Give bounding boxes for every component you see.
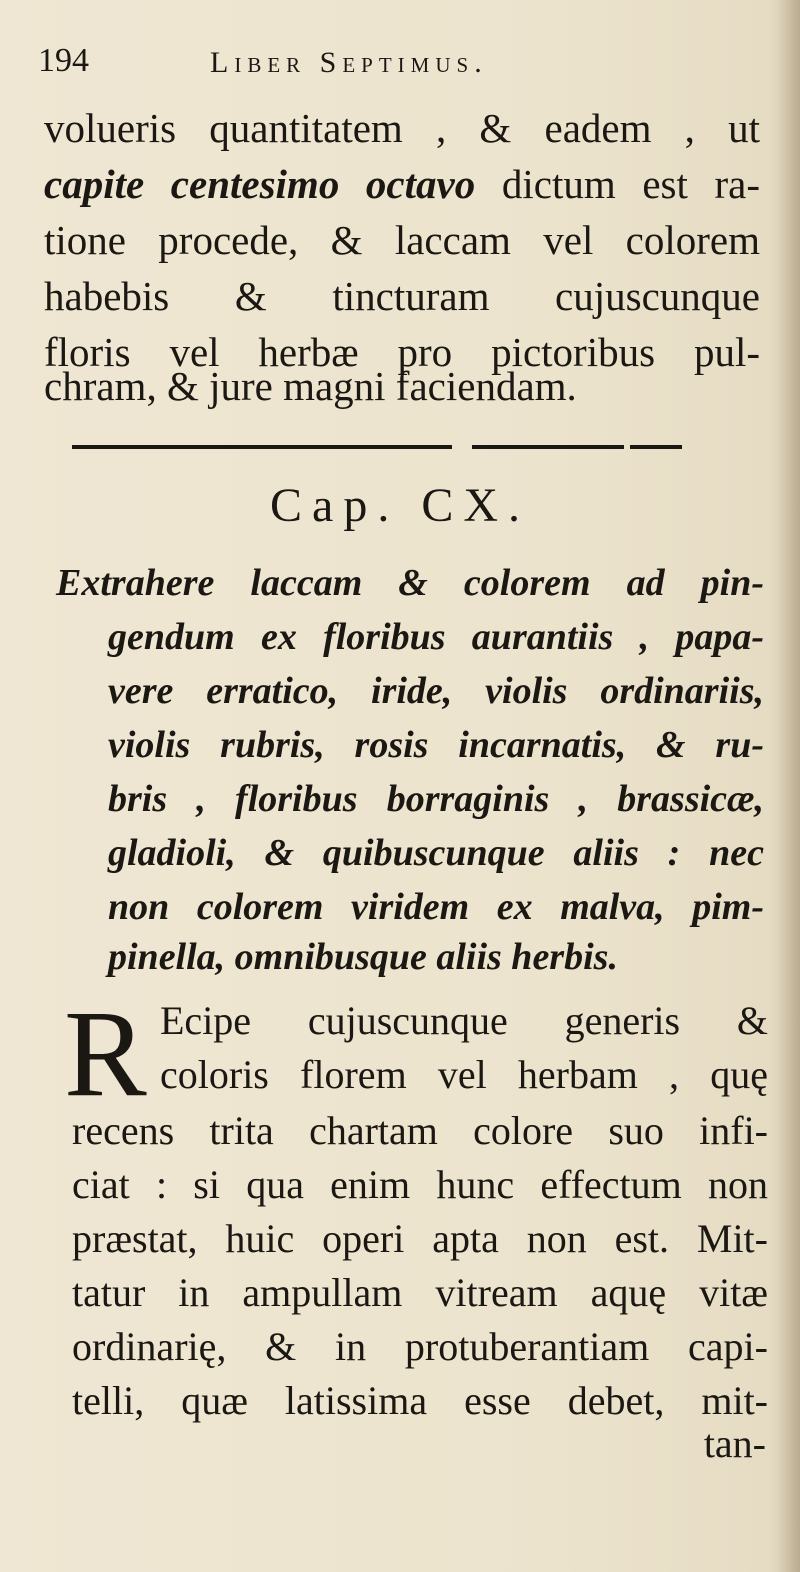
summary-line: bris , floribus borraginis , brassicæ, — [108, 778, 764, 820]
body-line: telli, quæ latissima esse debet, mit- — [72, 1378, 768, 1423]
text-line: chram, & jure magni faciendam. — [44, 363, 577, 409]
running-head: Liber Septimus. — [210, 46, 488, 79]
section-rule — [472, 445, 624, 449]
section-rule — [72, 445, 452, 449]
summary-line: Extrahere laccam & colorem ad pin- — [56, 562, 764, 604]
text-line — [44, 156, 760, 212]
page-number: 194 — [38, 42, 89, 79]
body-line: tatur in ampullam vitream aquę vitæ — [72, 1270, 768, 1315]
summary-line: violis rubris, rosis incarnatis, & ru- — [108, 724, 764, 766]
text-line: volueris quantitatem , & eadem , ut — [44, 105, 760, 151]
body-line: præstat, huic operi apta non est. Mit- — [72, 1216, 768, 1261]
summary-line: gladioli, & quibuscunque aliis : nec — [108, 832, 764, 874]
section-rule — [630, 445, 682, 449]
page-header — [38, 42, 598, 92]
body-line: ciat : si qua enim hunc effectum non — [72, 1162, 768, 1207]
summary-line: vere erratico, iride, violis ordinariis, — [108, 670, 764, 712]
catchword: tan- — [703, 1421, 766, 1466]
summary-line: pinella, omnibusque aliis herbis. — [108, 936, 618, 978]
text-line-rest: dictum est ra- — [475, 161, 761, 207]
body-line: Ecipe cujuscunque generis & — [160, 998, 768, 1043]
text-line: tione procede, & laccam vel colorem — [44, 217, 760, 263]
chapter-heading: Cap. CX. — [270, 479, 530, 532]
body-line: ordinarię, & in protuberantiam capi- — [72, 1324, 768, 1369]
body-line: recens trita chartam colore suo infi- — [72, 1108, 768, 1153]
text-line: floris vel herbæ pro pictoribus pul- — [44, 329, 760, 375]
summary-line: gendum ex floribus aurantiis , papa- — [108, 616, 764, 658]
italic-reference: capite centesimo octavo — [44, 161, 476, 207]
summary-line: non colorem viridem ex malva, pim- — [108, 886, 764, 928]
page-gutter-shadow — [778, 0, 800, 1572]
text-line: habebis & tincturam cujuscunque — [44, 273, 760, 319]
body-line: coloris florem vel herbam , quę — [160, 1052, 768, 1097]
drop-cap: R — [64, 985, 147, 1122]
